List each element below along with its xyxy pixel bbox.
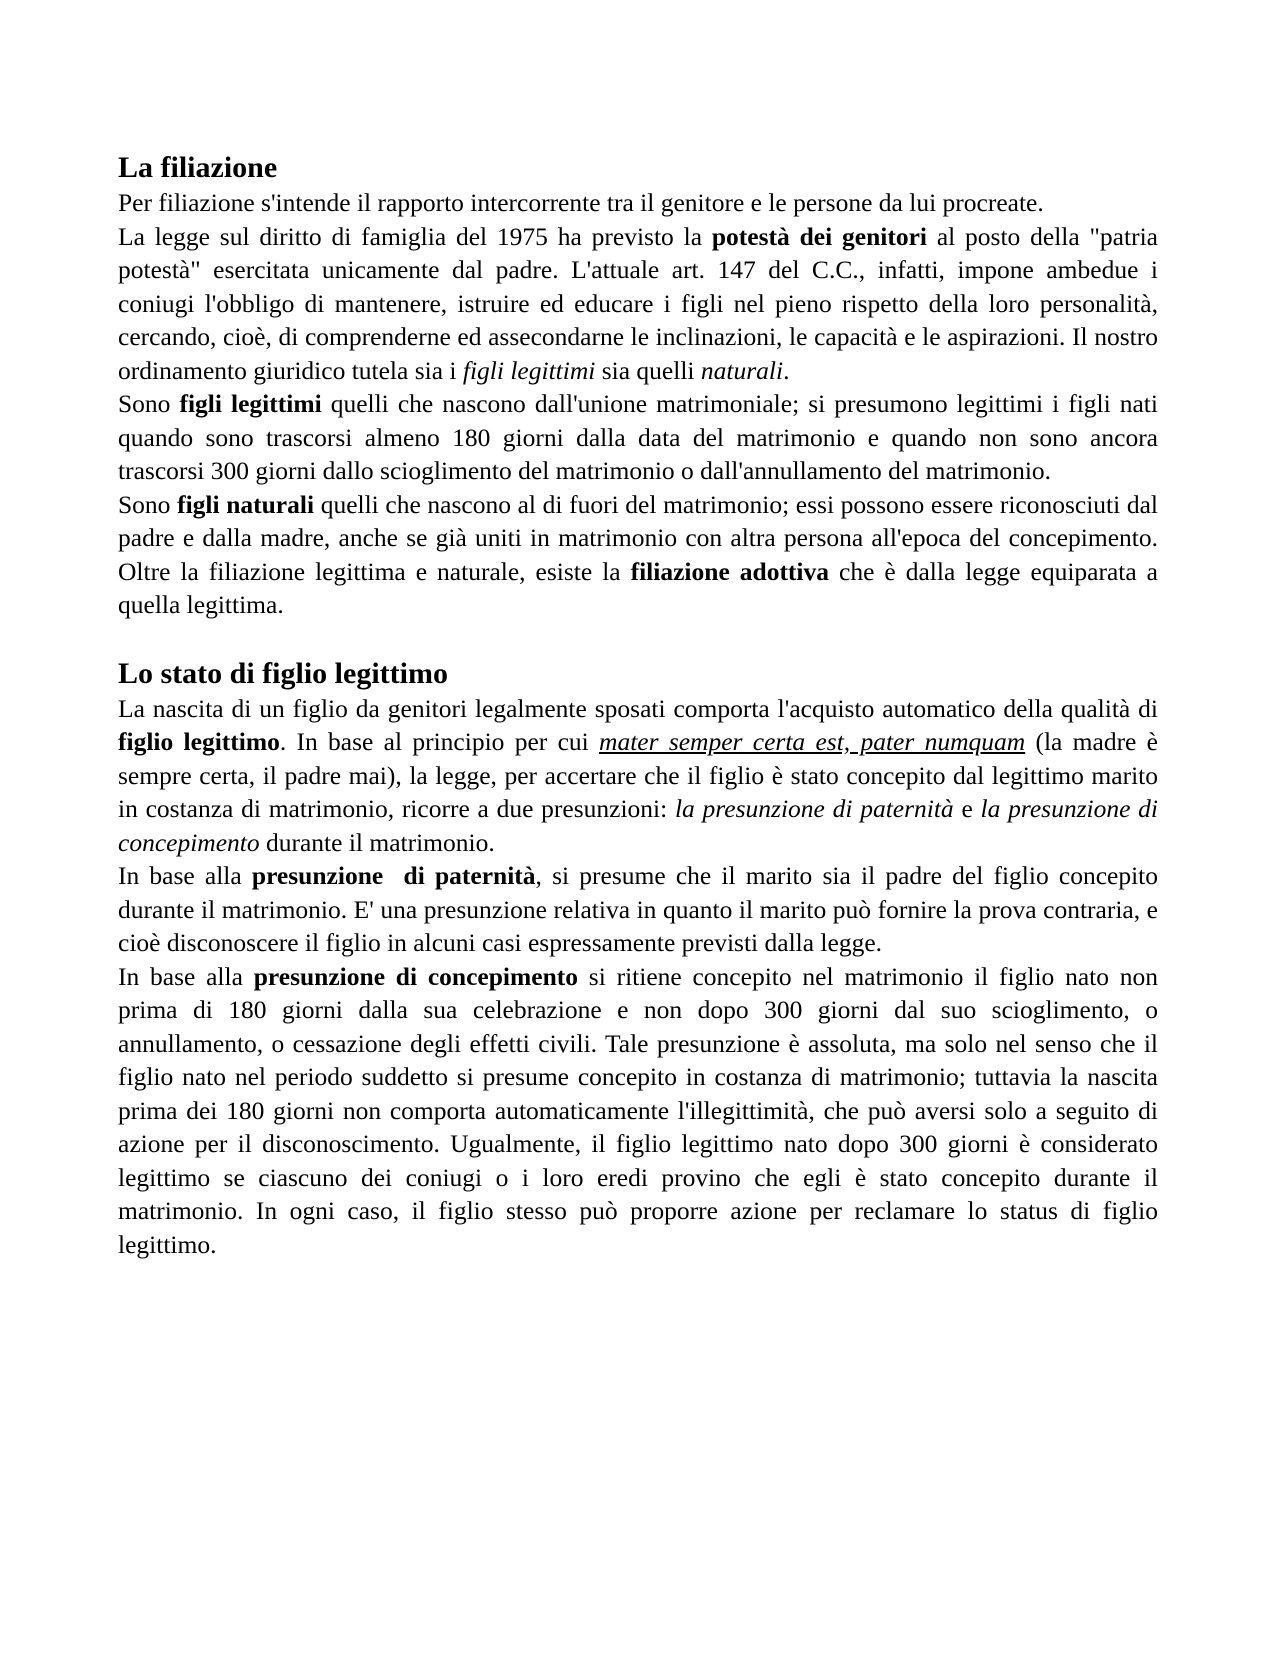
text-run: Sono (118, 389, 180, 418)
bold-term: potestà dei genitori (711, 221, 927, 251)
text-run: Per filiazione s'intende il rapporto intercorrente tra il genitore e le persone da lui procreate. (118, 188, 1044, 217)
text-run: . (783, 355, 790, 385)
bold-term: figli naturali (177, 489, 315, 519)
latin-quote: mater semper certa est, pater numquam (599, 727, 1026, 756)
text-run: In base alla (118, 961, 254, 991)
bold-term: figlio legittimo (118, 727, 280, 756)
text-run: quelli che nascono al di fuori del matrimonio; essi possono essere riconosciuti dal padre e dalla madre, anche se già uniti in matrimonio con altra persona all'epoca del concepimento. Oltre la filiazione legittima e naturale, esiste la (118, 489, 1159, 586)
italic-term: figli legittimi (462, 355, 596, 385)
bold-term: presunzione di paternità (251, 861, 536, 890)
text-run: che è dalla legge equiparata a quella legittima. (118, 556, 1159, 619)
text-run: , si presume che il marito sia il padre del figlio concepito durante il matrimonio. E' una presunzione relativa in quanto il marito può fornire la prova contraria, e cioè disconoscere il figlio in alcuni casi espressamente previsti dalla legge. (118, 861, 1158, 957)
text-run: e (953, 794, 981, 823)
paragraph-figli-legittimi (118, 387, 1158, 488)
text-run: Sono (118, 489, 178, 519)
text-run: al posto della "patria potestà" esercitata unicamente dal padre. L'attuale art. 147 del C.C., infatti, impone ambedue i coniugi l'obbligo di mantenere, istruire ed educare i figli nel pieno rispetto della loro personalità, cercando, cioè, di comprenderne ed assecondarne le inclinazioni, le capacità e le aspirazioni. Il nostro ordinamento giuridico tutela sia i (118, 221, 1158, 385)
paragraph-concepimento (118, 960, 1158, 1262)
text-run: In base alla (118, 861, 252, 890)
italic-term: naturali (700, 355, 784, 385)
paragraph-nascita (118, 692, 1158, 860)
text-run: La nascita di un figlio da genitori legalmente sposati comporta l'acquisto automatico della qualità di (118, 693, 1158, 723)
document-page (118, 150, 1158, 1261)
paragraph-potesta (118, 220, 1158, 388)
paragraph-figli-naturali (118, 488, 1158, 622)
section-title-filiazione: La filiazione (118, 151, 278, 184)
paragraph-paternita (118, 859, 1158, 960)
text-run: . In base al principio per cui (279, 727, 600, 756)
section-title-stato-figlio: Lo stato di figlio legittimo (118, 656, 448, 690)
text-run: sia quelli (595, 355, 701, 385)
section-spacer (118, 622, 1158, 656)
text-run: La legge sul diritto di famiglia del 1975 ha previsto la (118, 221, 712, 251)
text-run: quelli che nascono dall'unione matrimoniale; si presumono legittimi i figli nati quando sono trascorsi almeno 180 giorni dalla data del matrimonio e quando non sono ancora trascorsi 300 giorni dallo scioglimento del matrimonio o dall'annullamento del matrimonio. (118, 389, 1158, 485)
bold-term: presunzione di concepimento (253, 961, 578, 991)
paragraph-definition (118, 186, 1158, 220)
text-run: si ritiene concepito nel matrimonio il figlio nato non prima di 180 giorni dalla sua celebrazione e non dopo 300 giorni dal suo scioglimento, o annullamento, o cessazione degli effetti civili. Tale presunzione è assoluta, ma solo nel senso che il figlio nato nel periodo suddetto si presume concepito in costanza di matrimonio; tuttavia la nascita prima dei 180 giorni non comporta automaticamente l'illegittimità, che può aversi solo a seguito di azione per il disconoscimento. Ugualmente, il figlio legittimo nato dopo 300 giorni è considerato legittimo se ciascuno dei coniugi o i loro eredi provino che egli è stato concepito durante il matrimonio. In ogni caso, il figlio stesso può proporre azione per reclamare lo status di figlio legittimo. (118, 961, 1159, 1259)
bold-term: figli legittimi (179, 389, 322, 418)
text-run: (la madre è sempre certa, il padre mai), la legge, per accertare che il figlio è stato concepito dal legittimo marito in costanza di matrimonio, ricorre a due presunzioni: (118, 727, 1158, 823)
italic-term: la presunzione di paternità (674, 794, 954, 823)
text-run: durante il matrimonio. (259, 827, 495, 857)
bold-term: filiazione adottiva (630, 556, 830, 586)
italic-term: la presunzione di concepimento (118, 794, 1158, 857)
